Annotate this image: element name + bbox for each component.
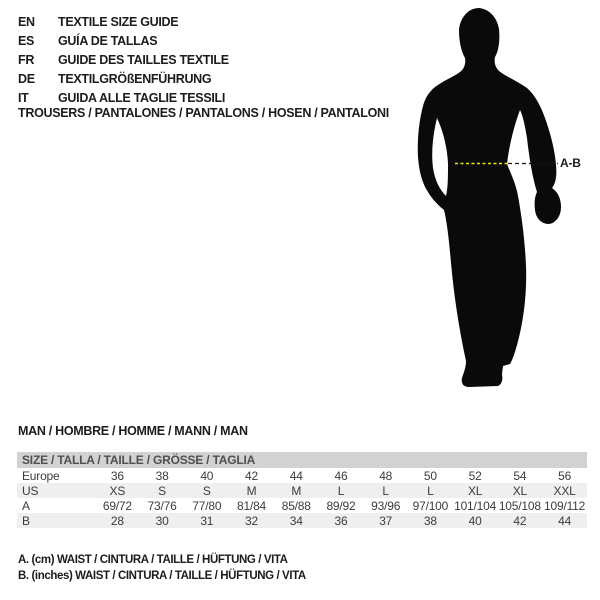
table-row-us bbox=[17, 483, 587, 498]
size-cell: 48 bbox=[379, 468, 393, 483]
language-code: IT bbox=[18, 91, 29, 105]
language-code: DE bbox=[18, 72, 35, 86]
language-code: FR bbox=[18, 53, 35, 67]
size-table bbox=[17, 452, 587, 528]
man-silhouette bbox=[418, 8, 561, 387]
language-code: EN bbox=[18, 15, 35, 29]
size-cell: S bbox=[158, 483, 166, 498]
size-cell: 81/84 bbox=[237, 498, 267, 513]
language-label: TEXTILE SIZE GUIDE bbox=[58, 15, 179, 29]
size-cell: 42 bbox=[513, 513, 527, 528]
garment-title: TROUSERS / PANTALONES / PANTALONS / HOSEN / PANTALONI bbox=[18, 106, 389, 120]
size-cell: L bbox=[382, 483, 389, 498]
table-row-europe bbox=[17, 468, 587, 483]
size-cell: 36 bbox=[110, 468, 124, 483]
size-cell: 40 bbox=[468, 513, 482, 528]
size-cell: 31 bbox=[200, 513, 214, 528]
size-cell: 93/96 bbox=[371, 498, 401, 513]
size-cell: XL bbox=[512, 483, 527, 498]
language-label: GUÍA DE TALLAS bbox=[58, 34, 158, 48]
size-cell: 44 bbox=[558, 513, 572, 528]
size-cell: 97/100 bbox=[412, 498, 449, 513]
size-cell: 38 bbox=[155, 468, 169, 483]
size-cell: 85/88 bbox=[281, 498, 311, 513]
size-cell: 40 bbox=[200, 468, 214, 483]
size-cell: 109/112 bbox=[544, 498, 586, 513]
size-cell: XS bbox=[109, 483, 126, 498]
size-cell: 54 bbox=[513, 468, 527, 483]
size-cell: 69/72 bbox=[102, 498, 132, 513]
size-table-header-row bbox=[17, 452, 587, 468]
size-cell: 30 bbox=[155, 513, 169, 528]
size-cell: 50 bbox=[423, 468, 437, 483]
size-cell: XXL bbox=[553, 483, 576, 498]
measurement-footnotes bbox=[18, 553, 306, 584]
language-label: GUIDE DES TAILLES TEXTILE bbox=[58, 53, 229, 67]
size-cell: 77/80 bbox=[192, 498, 222, 513]
size-cell: L bbox=[337, 483, 345, 498]
size-cell: 38 bbox=[423, 513, 437, 528]
size-cell: 37 bbox=[379, 513, 393, 528]
size-cell: 44 bbox=[289, 468, 303, 483]
language-label: TEXTILGRÖßENFÜHRUNG bbox=[58, 72, 212, 86]
table-row-b-inches bbox=[17, 513, 587, 528]
size-cell: M bbox=[291, 483, 302, 498]
size-cell: 28 bbox=[110, 513, 124, 528]
language-code: ES bbox=[18, 34, 35, 48]
footnote-a: A. (cm) WAIST / CINTURA / TAILLE / HÜFTUNG / VITA bbox=[18, 554, 288, 566]
size-cell: 42 bbox=[245, 468, 258, 483]
waist-measure-label: A-B bbox=[560, 156, 581, 170]
size-cell: 46 bbox=[334, 468, 348, 483]
row-label: Europe bbox=[22, 468, 60, 483]
size-cell: 105/108 bbox=[498, 498, 541, 513]
size-cell: M bbox=[246, 483, 257, 498]
size-cell: 34 bbox=[289, 513, 303, 528]
size-cell: 32 bbox=[245, 513, 258, 528]
section-title: MAN / HOMBRE / HOMME / MANN / MAN bbox=[18, 424, 248, 438]
size-cell: 101/104 bbox=[454, 498, 497, 513]
size-cell: S bbox=[202, 483, 211, 498]
size-cell: XL bbox=[467, 483, 483, 498]
size-cell: 56 bbox=[558, 468, 572, 483]
row-label: B bbox=[22, 513, 30, 528]
row-label: US bbox=[22, 483, 39, 498]
size-cell: L bbox=[427, 483, 434, 498]
size-cell: 89/92 bbox=[326, 498, 356, 513]
footnote-b: B. (inches) WAIST / CINTURA / TAILLE / HÜFTUNG / VITA bbox=[18, 569, 306, 582]
language-label: GUIDA ALLE TAGLIE TESSILI bbox=[58, 91, 226, 105]
size-cell: 36 bbox=[334, 513, 348, 528]
table-row-a-cm bbox=[17, 498, 587, 513]
size-cell: 52 bbox=[468, 468, 482, 483]
row-label: A bbox=[22, 498, 30, 513]
size-cell: 73/76 bbox=[147, 498, 177, 513]
size-table-header: SIZE / TALLA / TAILLE / GRÖSSE / TAGLIA bbox=[17, 452, 587, 468]
